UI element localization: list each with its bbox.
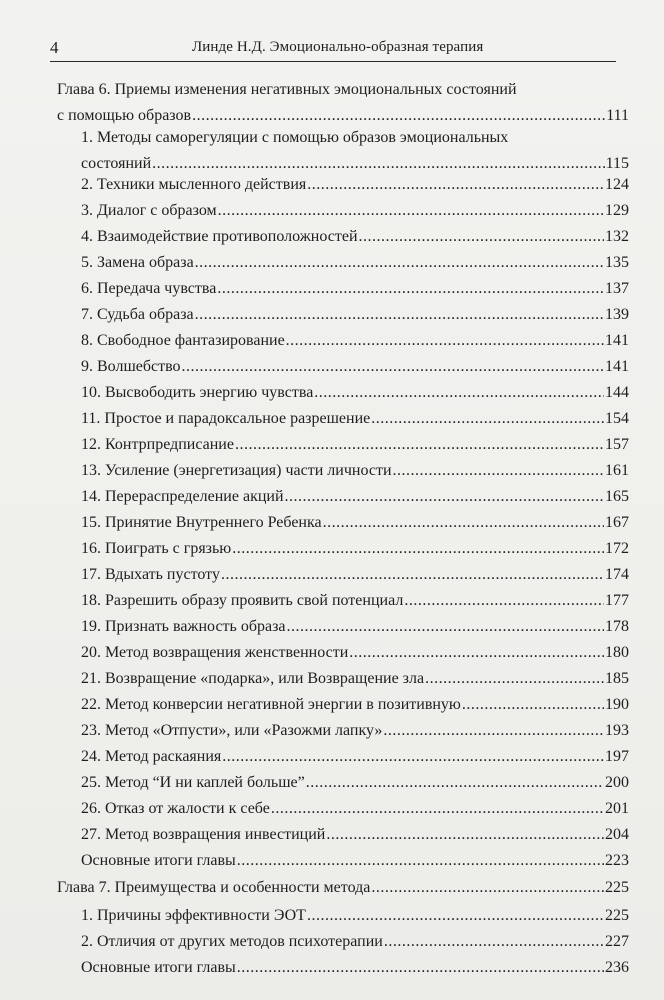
toc-item-title: 12. Контрпредписание xyxy=(81,436,234,453)
toc-page-number: 185 xyxy=(605,670,629,687)
toc-item-title: 15. Принятие Внутреннего Ребенка xyxy=(81,514,322,531)
toc-page-number: 225 xyxy=(605,907,629,924)
toc-leader-dots xyxy=(182,354,604,380)
toc-item[interactable] xyxy=(81,328,629,354)
toc-item-title: 22. Метод конверсии негативной энергии в позитивную xyxy=(81,696,461,713)
toc-page-number: 174 xyxy=(605,566,629,583)
toc-page-number: 201 xyxy=(605,800,629,817)
toc-leader-dots xyxy=(285,484,604,510)
toc-leader-dots xyxy=(195,302,604,328)
toc-leader-dots xyxy=(404,588,604,614)
toc-item-title: 20. Метод возвращения женственности xyxy=(81,644,349,661)
toc-page-number: 177 xyxy=(605,592,629,609)
toc-item-title: 25. Метод “И ни каплей больше” xyxy=(81,774,305,791)
toc-item[interactable] xyxy=(81,406,629,432)
toc-page-number: 165 xyxy=(605,488,629,505)
toc-page-number: 157 xyxy=(605,436,629,453)
toc-item-title: состояний xyxy=(81,155,152,172)
toc-item[interactable] xyxy=(81,198,629,224)
toc-leader-dots xyxy=(222,744,604,770)
toc-leader-dots xyxy=(371,406,604,432)
toc-item-title: 1. Причины эффективности ЭОТ xyxy=(81,907,306,924)
toc-item-summary[interactable] xyxy=(81,848,629,874)
toc-page-number: 227 xyxy=(605,933,629,950)
toc-item-title: Основные итоги главы xyxy=(81,959,236,976)
toc-leader-dots xyxy=(314,380,604,406)
toc-page-number: 178 xyxy=(605,618,629,635)
toc-leader-dots xyxy=(384,929,604,955)
toc-item[interactable] xyxy=(81,796,629,822)
toc-item-title: 18. Разрешить образу проявить свой потенциал xyxy=(81,592,404,609)
toc-leader-dots xyxy=(371,875,604,901)
toc-leader-dots xyxy=(306,770,604,796)
toc-item-title: 7. Судьба образа xyxy=(81,306,194,323)
toc-leader-dots xyxy=(326,822,604,848)
toc-page-number: 180 xyxy=(605,644,629,661)
toc-item-title: 14. Перераспределение акций xyxy=(81,488,284,505)
toc-page-number: 225 xyxy=(605,879,629,896)
toc-page-number: 167 xyxy=(605,514,629,531)
toc-page-number: 135 xyxy=(605,254,629,271)
toc-item-title: 2. Отличия от других методов психотерапии xyxy=(81,933,383,950)
toc-item-title: 23. Метод «Отпусти», или «Разожми лапку» xyxy=(81,722,383,739)
toc-leader-dots xyxy=(462,692,604,718)
toc-item[interactable] xyxy=(81,432,629,458)
toc-item[interactable] xyxy=(81,510,629,536)
toc-item[interactable] xyxy=(81,770,629,796)
toc-item-title: 8. Свободное фантазирование xyxy=(81,332,285,349)
toc-page-number: 161 xyxy=(605,462,629,479)
toc-item[interactable] xyxy=(81,302,629,328)
toc-page-number: 190 xyxy=(605,696,629,713)
toc-leader-dots xyxy=(218,198,604,224)
toc-chapter-6-title-line1: Глава 6. Приемы изменения негативных эмоциональных состояний xyxy=(57,81,517,98)
toc-item[interactable] xyxy=(81,929,629,955)
toc-page-number: 197 xyxy=(605,748,629,765)
toc-page-number: 223 xyxy=(605,852,629,869)
toc-item[interactable] xyxy=(81,562,629,588)
toc-chapter-6-title-line2: с помощью образов xyxy=(57,107,192,124)
toc-leader-dots xyxy=(383,718,604,744)
toc-page-number: 204 xyxy=(605,826,629,843)
toc-item[interactable] xyxy=(81,666,629,692)
toc-item-title: 9. Волшебство xyxy=(81,358,181,375)
toc-item[interactable] xyxy=(81,614,629,640)
toc-item-title-line1: 1. Методы саморегуляции с помощью образов эмоциональных xyxy=(81,129,509,146)
toc-page-number: 141 xyxy=(605,332,629,349)
toc-leader-dots xyxy=(359,224,605,250)
toc-item-title: 19. Признать важность образа xyxy=(81,618,286,635)
toc-item[interactable] xyxy=(81,172,629,198)
toc-leader-dots xyxy=(235,432,604,458)
toc-page-number: 129 xyxy=(605,202,629,219)
toc-item-title: 26. Отказ от жалости к себе xyxy=(81,800,270,817)
toc-leader-dots xyxy=(217,276,604,302)
toc-leader-dots xyxy=(221,562,604,588)
toc-leader-dots xyxy=(323,510,604,536)
toc-item-title: 27. Метод возвращения инвестиций xyxy=(81,826,326,843)
toc-item[interactable] xyxy=(81,458,629,484)
toc-chapter-6[interactable] xyxy=(57,77,629,129)
toc-leader-dots xyxy=(307,903,604,929)
toc-leader-dots xyxy=(286,328,604,354)
toc-item-title: 6. Передача чувства xyxy=(81,280,217,297)
toc-leader-dots xyxy=(307,172,604,198)
toc-item[interactable] xyxy=(81,224,629,250)
toc-item[interactable] xyxy=(81,125,629,177)
toc-item[interactable] xyxy=(81,903,629,929)
page-number: 4 xyxy=(50,38,59,57)
toc-page-number: 154 xyxy=(605,410,629,427)
toc-item[interactable] xyxy=(81,380,629,406)
toc-item-title: 3. Диалог с образом xyxy=(81,202,217,219)
page-header xyxy=(0,36,664,60)
toc-page-number: 115 xyxy=(605,155,629,172)
toc-leader-dots xyxy=(349,640,604,666)
toc-item[interactable] xyxy=(81,354,629,380)
toc-item[interactable] xyxy=(81,822,629,848)
toc-item[interactable] xyxy=(81,588,629,614)
toc-item[interactable] xyxy=(81,640,629,666)
toc-page-number: 137 xyxy=(605,280,629,297)
toc-item-title: 5. Замена образа xyxy=(81,254,194,271)
toc-item-title: 2. Техники мысленного действия xyxy=(81,176,307,193)
toc-page-number: 132 xyxy=(605,228,629,245)
toc-item[interactable] xyxy=(81,250,629,276)
toc-item-title: 24. Метод раскаяния xyxy=(81,748,222,765)
toc-item-summary[interactable] xyxy=(81,955,629,981)
toc-item[interactable] xyxy=(81,718,629,744)
toc-page-number: 124 xyxy=(605,176,629,193)
toc-page-number: 193 xyxy=(605,722,629,739)
toc-item[interactable] xyxy=(81,536,629,562)
toc-item-title: 10. Высвободить энергию чувства xyxy=(81,384,314,401)
toc-page-number: 200 xyxy=(605,774,629,791)
toc-page-number: 172 xyxy=(605,540,629,557)
toc-page-number: 111 xyxy=(606,107,629,124)
toc-page-number: 141 xyxy=(605,358,629,375)
toc-item-title: 4. Взаимодействие противоположностей xyxy=(81,228,358,245)
toc-item-title: 16. Поиграть с грязью xyxy=(81,540,232,557)
toc-chapter-7[interactable] xyxy=(57,875,629,901)
toc-leader-dots xyxy=(271,796,604,822)
toc-item-title: 13. Усиление (энергетизация) части личности xyxy=(81,462,392,479)
toc-leader-dots xyxy=(237,848,604,874)
toc-leader-dots xyxy=(393,458,605,484)
running-title: Линде Н.Д. Эмоционально-образная терапия xyxy=(192,39,484,55)
toc-item[interactable] xyxy=(81,692,629,718)
toc-leader-dots xyxy=(237,955,604,981)
toc-page-number: 139 xyxy=(605,306,629,323)
toc-item-title: Основные итоги главы xyxy=(81,852,236,869)
toc-page-number: 144 xyxy=(605,384,629,401)
toc-leader-dots xyxy=(287,614,605,640)
toc-item[interactable] xyxy=(81,484,629,510)
toc-item[interactable] xyxy=(81,744,629,770)
toc-chapter-7-title: Глава 7. Преимущества и особенности метода xyxy=(57,879,371,896)
toc-leader-dots xyxy=(425,666,604,692)
toc-item-title: 17. Вдыхать пустоту xyxy=(81,566,220,583)
toc-item-title: 21. Возвращение «подарка», или Возвращение зла xyxy=(81,670,425,687)
toc-leader-dots xyxy=(195,250,604,276)
toc-item-title: 11. Простое и парадоксальное разрешение xyxy=(81,410,371,427)
toc-leader-dots xyxy=(232,536,604,562)
toc-page-number: 236 xyxy=(605,959,629,976)
header-rule xyxy=(50,61,616,62)
toc-item[interactable] xyxy=(81,276,629,302)
